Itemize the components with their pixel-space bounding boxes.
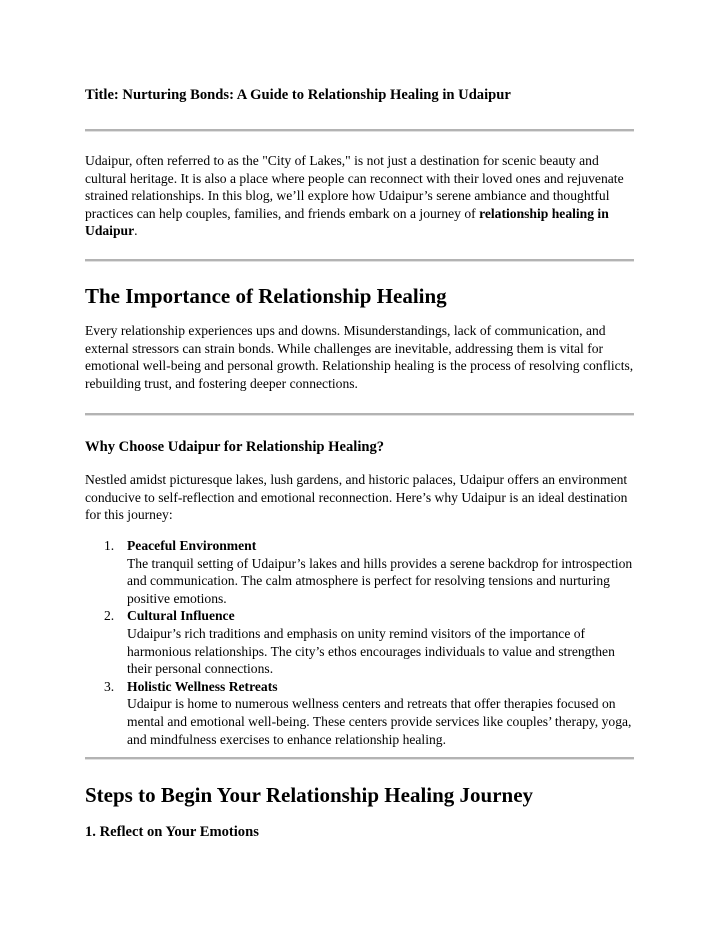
divider bbox=[85, 413, 634, 416]
importance-body bbox=[85, 322, 637, 392]
divider bbox=[85, 757, 634, 760]
section-heading-importance: The Importance of Relationship Healing bbox=[85, 284, 447, 308]
list-item-text: The tranquil setting of Udaipur’s lakes and hills provides a serene backdrop for introspection and communication. The calm atmosphere is perfect for resolving tensions and nurturing positive emotions. bbox=[127, 555, 633, 606]
intro-text: Udaipur, often referred to as the "City of Lakes," is not just a destination for scenic beauty and cultural heritage. It is also a place where people can reconnect with their loved ones and rejuvenate strained relationships. In this blog, we’ll explore how Udaipur’s serene ambiance and thoughtful practices can help couples, families, and friends embark on a journey of bbox=[85, 153, 624, 221]
list-item-text: Udaipur is home to numerous wellness centers and retreats that offer therapies focused on mental and emotional well-being. These centers provide services like couples’ therapy, yoga, and mindfulness exercises to enhance relationship healing. bbox=[127, 696, 632, 747]
divider bbox=[85, 129, 634, 132]
section-heading-steps: Steps to Begin Your Relationship Healing Journey bbox=[85, 783, 534, 807]
intro-paragraph bbox=[85, 152, 637, 240]
list-item bbox=[85, 678, 637, 748]
list-item-heading: Peaceful Environment bbox=[127, 538, 257, 553]
why-paragraph: Nestled amidst picturesque lakes, lush gardens, and historic palaces, Udaipur offers an environment conducive to self-reflection and emotional reconnection. Here’s why Udaipur is an ideal destination for this journey: bbox=[85, 472, 628, 523]
document-title: Title: Nurturing Bonds: A Guide to Relationship Healing in Udaipur bbox=[85, 87, 511, 103]
list-item-heading: Holistic Wellness Retreats bbox=[127, 678, 278, 694]
list-item bbox=[85, 537, 637, 607]
subheading-reflect: 1. Reflect on Your Emotions bbox=[85, 824, 259, 840]
why-section bbox=[85, 438, 637, 456]
importance-paragraph: Every relationship experiences ups and downs. Misunderstandings, lack of communication, and external stressors can strain bonds. While challenges are inevitable, addressing them is vital for emotional well-being and personal growth. Relationship healing is the process of resolving conflicts, rebuilding trust, and fostering deeper connections. bbox=[85, 323, 634, 391]
intro-section bbox=[85, 152, 637, 240]
intro-end: . bbox=[134, 223, 138, 239]
steps-section bbox=[85, 782, 637, 808]
list-number: 1. bbox=[104, 538, 115, 553]
reasons-list bbox=[85, 537, 637, 748]
list-number: 2. bbox=[104, 608, 115, 624]
importance-section bbox=[85, 283, 637, 309]
steps-subsection bbox=[85, 823, 637, 841]
why-body bbox=[85, 471, 637, 524]
list-number: 3. bbox=[104, 678, 115, 694]
list-item bbox=[85, 607, 637, 677]
list-item-text: Udaipur’s rich traditions and emphasis on unity remind visitors of the importance of harmonious relationships. The city’s ethos encourages individuals to value and strengthen their personal connections. bbox=[127, 625, 615, 677]
divider bbox=[85, 259, 634, 262]
list-item-heading: Cultural Influence bbox=[127, 608, 235, 624]
intro-bold-keyword: relationship healing in Udaipur bbox=[85, 205, 609, 239]
section-heading-why: Why Choose Udaipur for Relationship Healing? bbox=[85, 439, 385, 455]
